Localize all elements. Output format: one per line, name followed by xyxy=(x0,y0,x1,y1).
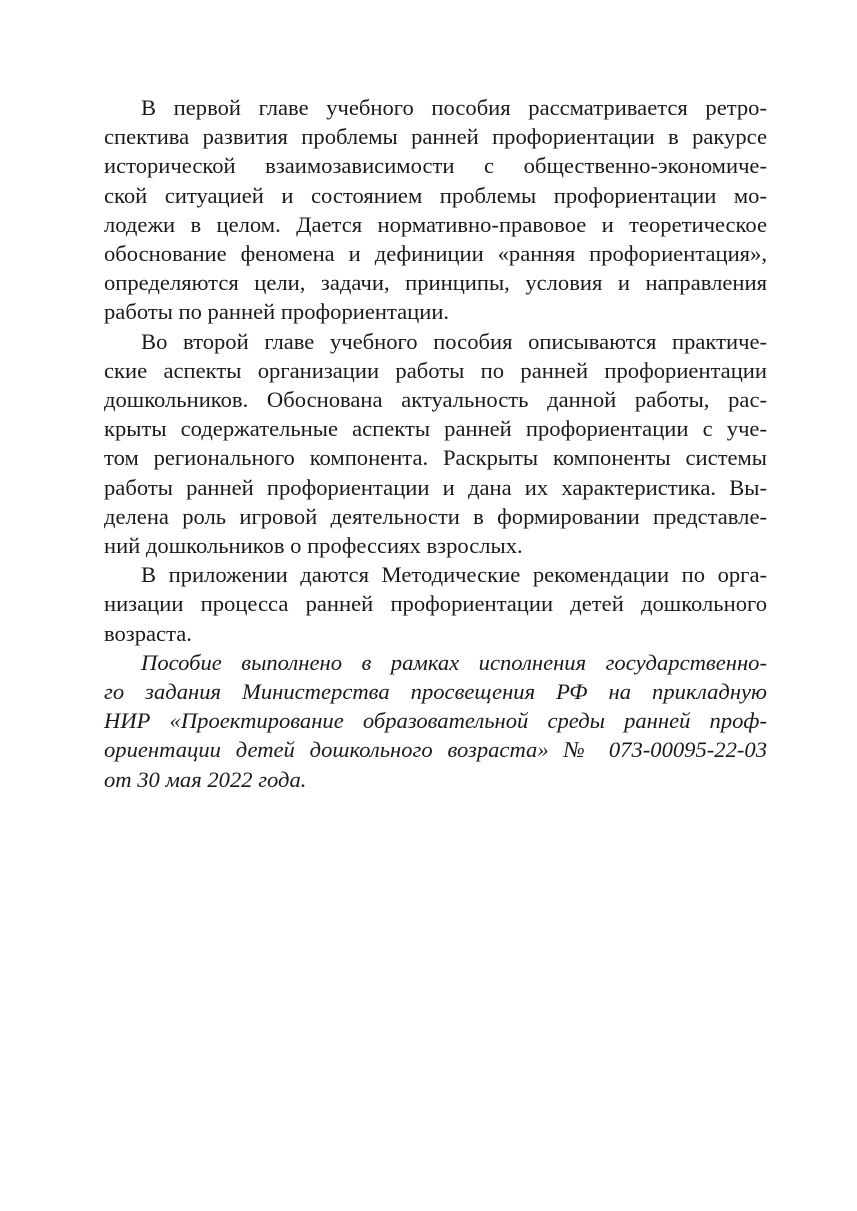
text-line: работы по ранней профориентации. xyxy=(104,299,450,325)
text-line: крыты содержательные аспекты ранней профориентации с уче- xyxy=(104,416,767,442)
text-line: спектива развития проблемы ранней профориентации в ракурсе xyxy=(104,124,767,150)
text-line: делена роль игровой деятельности в формировании представле- xyxy=(104,503,767,529)
text-line: лодежи в целом. Дается нормативно-правовое и теоретическое xyxy=(104,211,767,237)
text-line: Во второй главе учебного пособия описываются практиче- xyxy=(141,328,767,354)
text-line: низации процесса ранней профориентации детей дошкольного xyxy=(104,591,767,617)
text-line: НИР «Проектирование образовательной среды ранней проф- xyxy=(104,708,767,734)
text-line: го задания Министерства просвещения РФ на прикладную xyxy=(104,679,767,705)
text-line: В первой главе учебного пособия рассматривается ретро- xyxy=(141,95,767,120)
text-line: ские аспекты организации работы по ранней профориентации xyxy=(104,357,767,383)
text-line: Пособие выполнено в рамках исполнения государственно- xyxy=(141,649,767,675)
text-line: ориентации детей дошкольного возраста» № 073-00095-22-03 xyxy=(104,737,767,763)
text-line: исторической взаимозависимости с общественно-экономиче- xyxy=(104,153,767,179)
paragraph-funding-note xyxy=(104,648,767,794)
text-line: от 30 мая 2022 года. xyxy=(104,766,307,792)
paragraph-chapter-two xyxy=(104,327,767,561)
text-line: В приложении даются Методические рекомендации по орга- xyxy=(141,562,767,588)
text-line: дошкольников. Обоснована актуальность данной работы, рас- xyxy=(104,387,767,413)
document-page xyxy=(104,93,767,794)
paragraph-appendix xyxy=(104,560,767,648)
text-line: возраста. xyxy=(104,620,192,646)
text-line: определяются цели, задачи, принципы, условия и направления xyxy=(104,270,767,296)
paragraph-chapter-one xyxy=(104,93,767,327)
text-line: работы ранней профориентации и дана их характеристика. Вы- xyxy=(104,474,767,500)
text-line: обоснование феномена и дефиниции «ранняя профориентация», xyxy=(104,241,767,267)
text-line: ний дошкольников о профессиях взрослых. xyxy=(104,533,523,559)
text-line: ской ситуацией и состоянием проблемы профориентации мо- xyxy=(104,182,767,208)
text-line: том регионального компонента. Раскрыты компоненты системы xyxy=(104,445,767,471)
